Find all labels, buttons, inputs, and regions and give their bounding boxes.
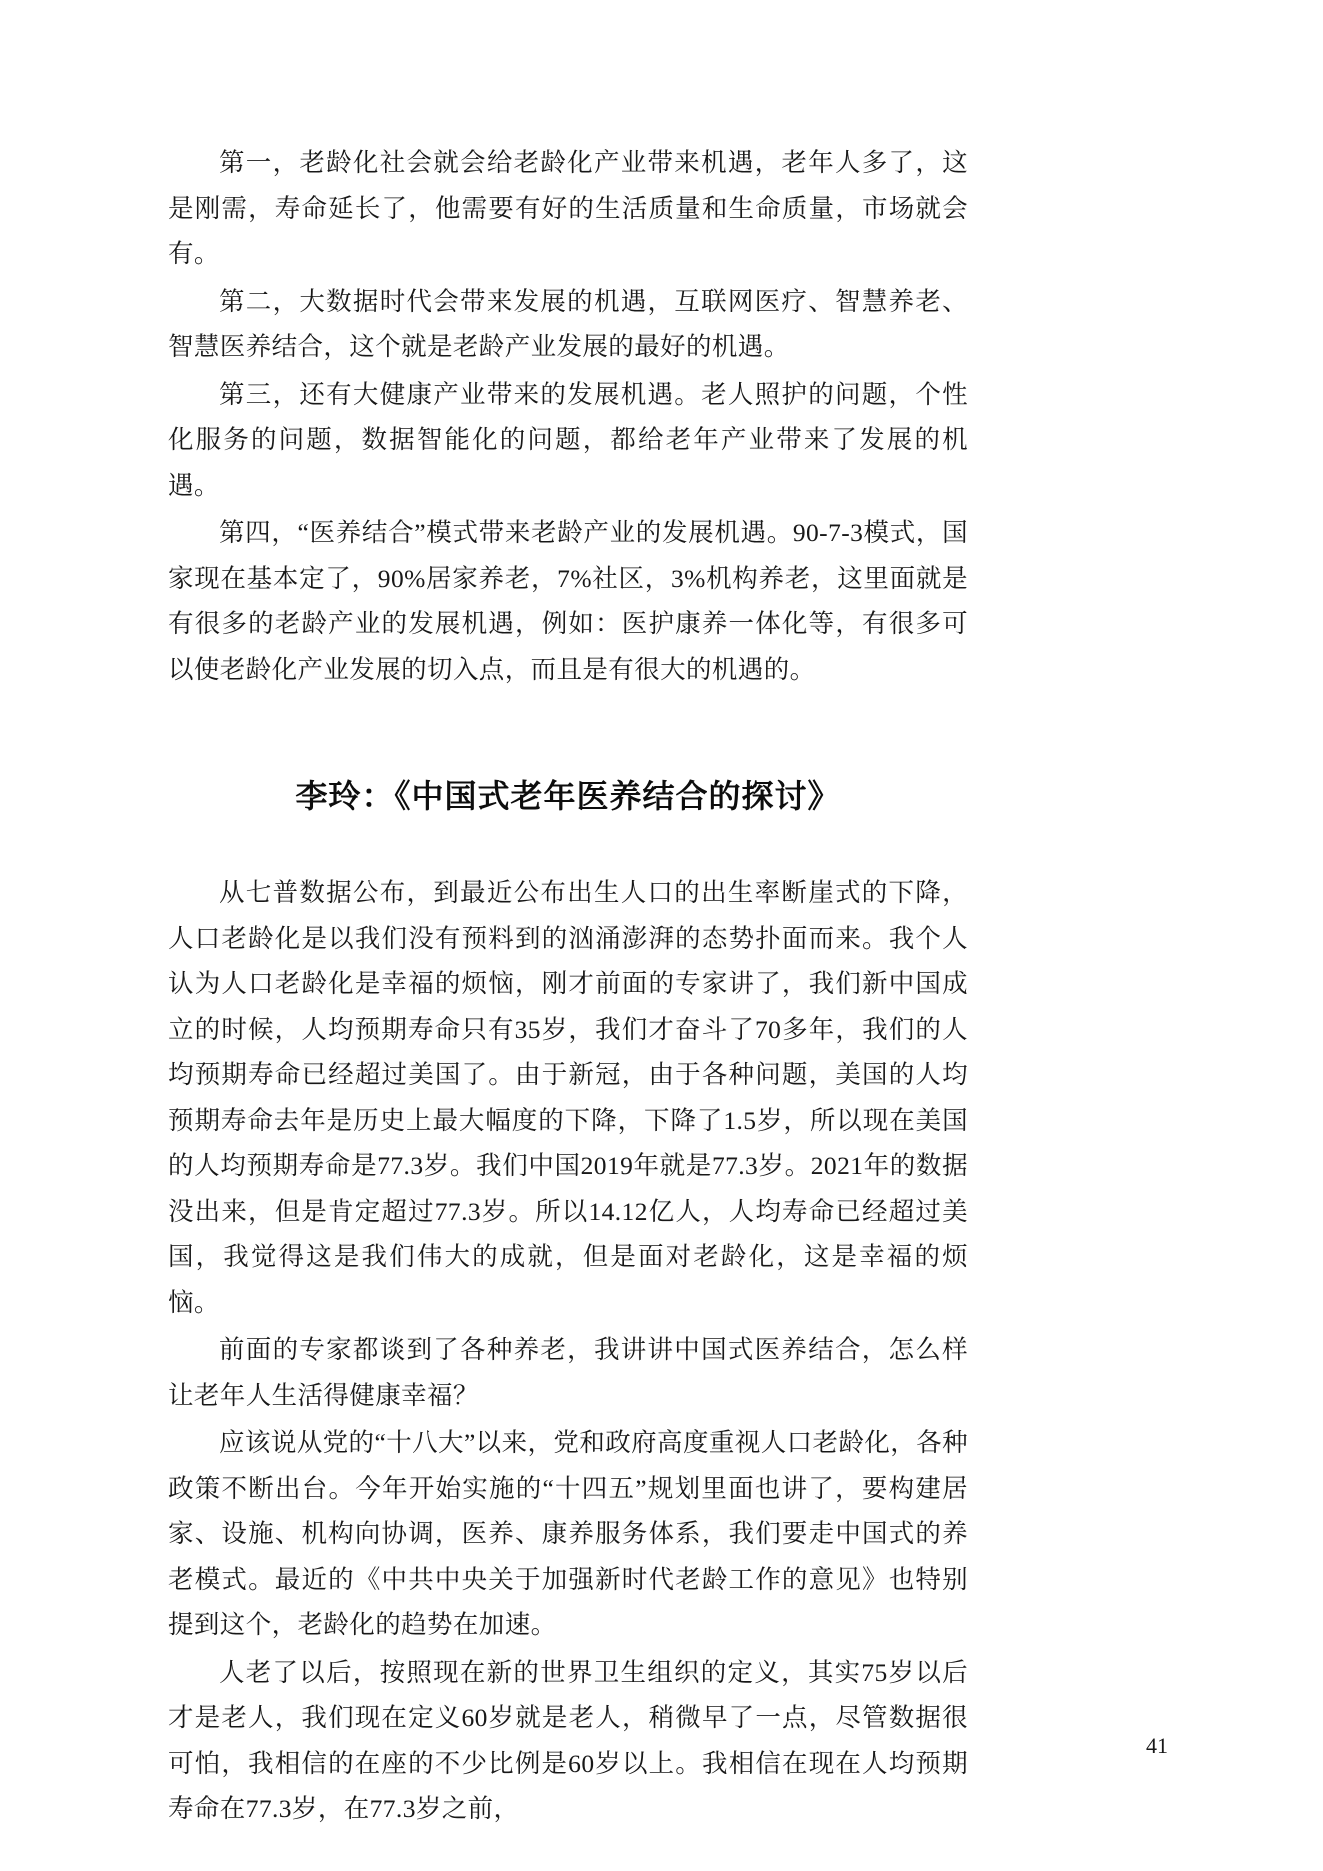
paragraph-fourth-point: 第四，“医养结合”模式带来老龄产业的发展机遇。90-7-3模式，国家现在基本定了，90%居家养老，7%社区，3%机构养老，这里面就是有很多的老龄产业的发展机遇，例如：医护康养一体化等，有很多可以使老龄化产业发展的切入点，而且是有很大的机遇的。	[168, 518, 968, 684]
paragraph-who-definition: 人老了以后，按照现在新的世界卫生组织的定义，其实75岁以后才是老人，我们现在定义60岁就是老人，稍微早了一点，尽管数据很可怕，我相信的在座的不少比例是60岁以上。我相信在现在人均预期寿命在77.3岁，在77.3岁之前，	[168, 1657, 968, 1823]
paragraph-first-point: 第一，老龄化社会就会给老龄化产业带来机遇，老年人多了，这是刚需，寿命延长了，他需要有好的生活质量和生命质量，市场就会有。	[168, 148, 968, 268]
main-section	[168, 870, 968, 1832]
paragraph-policy-since-18th: 应该说从党的“十八大”以来，党和政府高度重视人口老龄化，各种政策不断出台。今年开始实施的“十四五”规划里面也讲了，要构建居家、设施、机构向协调，医养、康养服务体系，我们要走中国式的养老模式。最近的《中共中央关于加强新时代老龄工作的意见》也特别提到这个，老龄化的趋势在加速。	[168, 1428, 968, 1639]
page-content	[168, 140, 968, 1834]
paragraph-second-point: 第二，大数据时代会带来发展的机遇，互联网医疗、智慧养老、智慧医养结合，这个就是老龄产业发展的最好的机遇。	[168, 286, 968, 361]
paragraph-third-point: 第三，还有大健康产业带来的发展机遇。老人照护的问题，个性化服务的问题，数据智能化的问题，都给老年产业带来了发展的机遇。	[168, 379, 968, 500]
paragraph-experts-topic: 前面的专家都谈到了各种养老，我讲讲中国式医养结合，怎么样让老年人生活得健康幸福？	[168, 1335, 968, 1410]
top-section	[168, 140, 968, 692]
section-heading-block	[168, 694, 968, 870]
section-heading: 李玲：《中国式老年医养结合的探讨》	[295, 778, 841, 814]
page-number: 41	[1146, 1733, 1168, 1758]
paragraph-census-data: 从七普数据公布，到最近公布出生人口的出生率断崖式的下降，人口老龄化是以我们没有预料到的汹涌澎湃的态势扑面而来。我个人认为人口老龄化是幸福的烦恼，刚才前面的专家讲了，我们新中国成立的时候，人均预期寿命只有35岁，我们才奋斗了70多年，我们的人均预期寿命已经超过美国了。由于新冠，由于各种问题，美国的人均预期寿命去年是历史上最大幅度的下降，下降了1.5岁，所以现在美国的人均预期寿命是77.3岁。我们中国2019年就是77.3岁。2021年的数据没出来，但是肯定超过77.3岁。所以14.12亿人，人均寿命已经超过美国，我觉得这是我们伟大的成就，但是面对老龄化，这是幸福的烦恼。	[168, 878, 968, 1317]
